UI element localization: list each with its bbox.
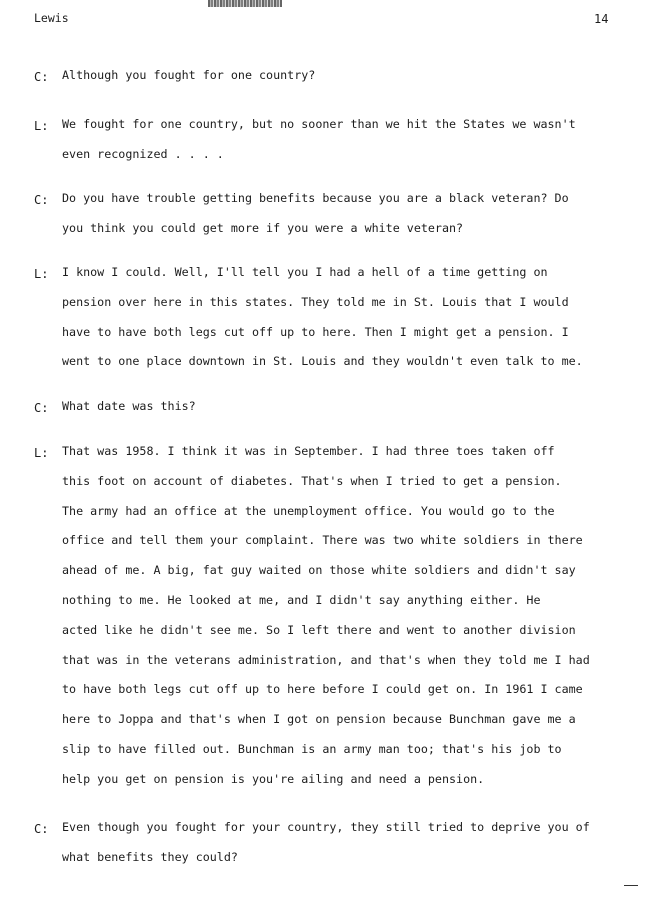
speaker-label: C: bbox=[34, 193, 49, 207]
speech-text: What date was this? bbox=[62, 399, 196, 413]
speaker-label: C: bbox=[34, 822, 49, 836]
speech-text: I know I could. Well, I'll tell you I had a hell of a time getting on pension over here in this states. They told me in St. Louis that I would have to have both legs cut off up to here. Then I might get a pension. I went to one place downtown in St. Louis and they wouldn't even talk to me. bbox=[62, 265, 583, 369]
scan-artifact bbox=[208, 0, 282, 7]
speaker-label: L: bbox=[34, 119, 49, 133]
speech-text: We fought for one country, but no sooner than we hit the States we wasn't even recognized . . . . bbox=[62, 117, 576, 161]
scan-edge-mark bbox=[624, 885, 638, 886]
speech-text: That was 1958. I think it was in September. I had three toes taken off this foot on account of diabetes. That's when I tried to get a pension. The army had an office at the unemployment office. You would go to the office and tell them your complaint. There was two white soldiers in there ahead of me. A big, fat guy waited on those white soldiers and didn't say nothing to me. He looked at me, and I didn't say anything either. He acted like he didn't see me. So I left there and went to another division that was in the veterans administration, and that's when they told me I had to have both legs cut off up to here before I could get on. In 1961 I came here to Joppa and that's when I got on pension because Bunchman gave me a slip to have filled out. Bunchman is an army man too; that's his job to help you get on pension is you're ailing and need a pension. bbox=[62, 444, 590, 786]
speech-text: Do you have trouble getting benefits because you are a black veteran? Do you think you could get more if you were a white veteran? bbox=[62, 191, 569, 235]
speech-text: Even though you fought for your country, they still tried to deprive you of what benefits they could? bbox=[62, 820, 590, 864]
speaker-label: L: bbox=[34, 446, 49, 460]
speech-text: Although you fought for one country? bbox=[62, 68, 316, 82]
page-number: 14 bbox=[594, 12, 609, 26]
speaker-label: C: bbox=[34, 70, 49, 84]
speaker-label: C: bbox=[34, 401, 49, 415]
speaker-label: L: bbox=[34, 267, 49, 281]
header-interviewee-name: Lewis bbox=[34, 11, 69, 25]
